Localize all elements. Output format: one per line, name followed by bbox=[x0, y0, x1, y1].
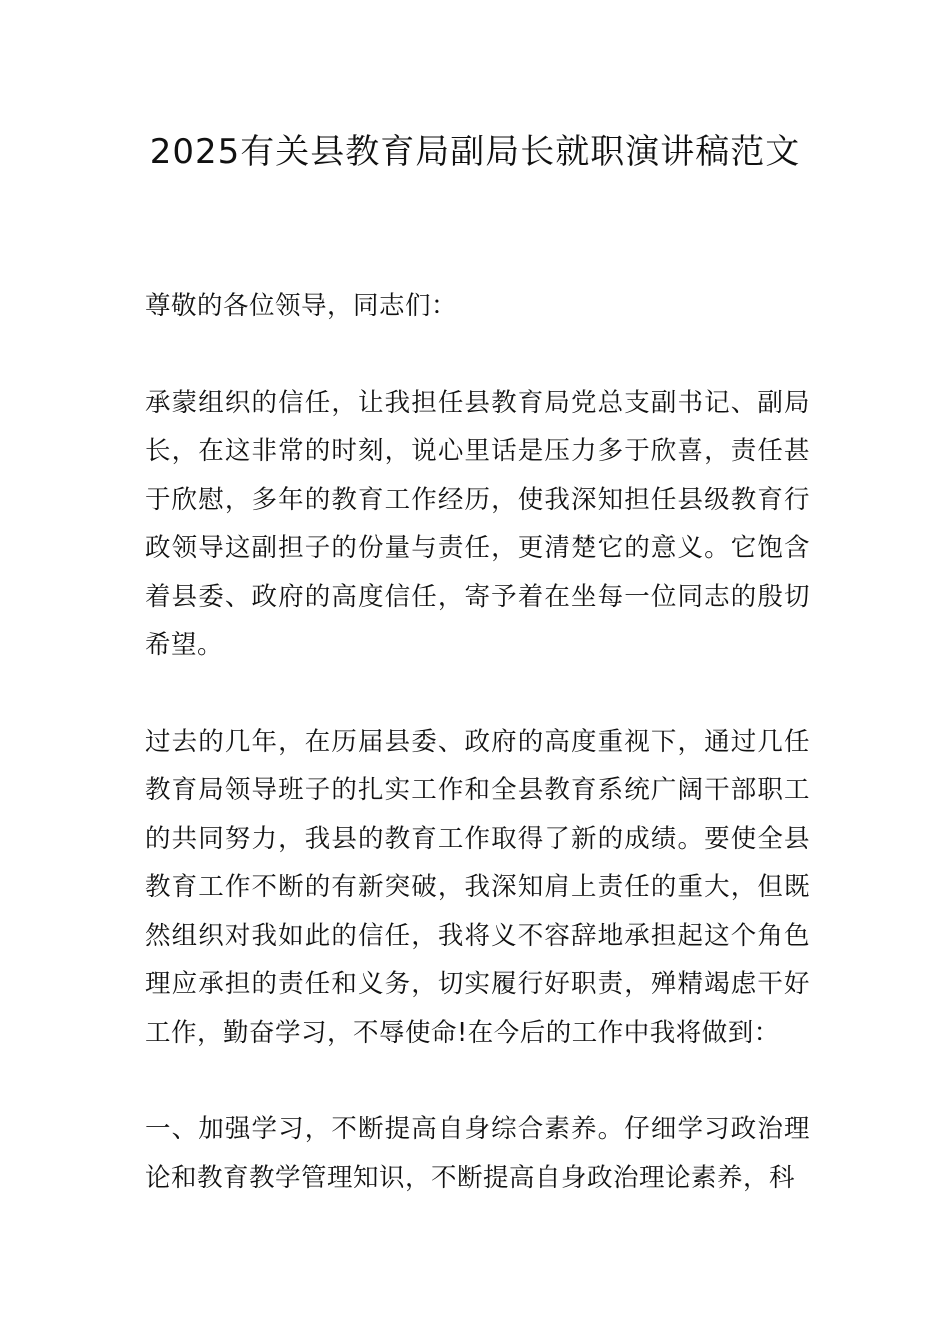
document-title: 2025有关县教育局副局长就职演讲稿范文 bbox=[149, 132, 801, 172]
body-paragraph: 承蒙组织的信任，让我担任县教育局党总支副书记、副局长，在这非常的时刻，说心里话是压力多于欣喜，责任甚于欣慰，多年的教育工作经历，使我深知担任县级教育行政领导这副担子的份量与责任，更清楚它的意义。它饱含着县委、政府的高度信任，寄予着在坐每一位同志的殷切希望。 bbox=[145, 387, 810, 660]
document-body bbox=[145, 282, 810, 1250]
body-paragraph: 过去的几年，在历届县委、政府的高度重视下，通过几任教育局领导班子的扎实工作和全县教育系统广阔干部职工的共同努力，我县的教育工作取得了新的成绩。要使全县教育工作不断的有新突破，我深知肩上责任的重大，但既然组织对我如此的信任，我将义不容辞地承担起这个角色理应承担的责任和义务，切实履行好职责，殚精竭虑干好工作，勤奋学习，不辱使命!在今后的工作中我将做到： bbox=[145, 726, 810, 1048]
greeting-paragraph: 尊敬的各位领导，同志们： bbox=[145, 291, 458, 321]
body-paragraph: 一、加强学习，不断提高自身综合素养。仔细学习政治理论和教育教学管理知识，不断提高自身政治理论素养，科 bbox=[145, 1114, 810, 1193]
